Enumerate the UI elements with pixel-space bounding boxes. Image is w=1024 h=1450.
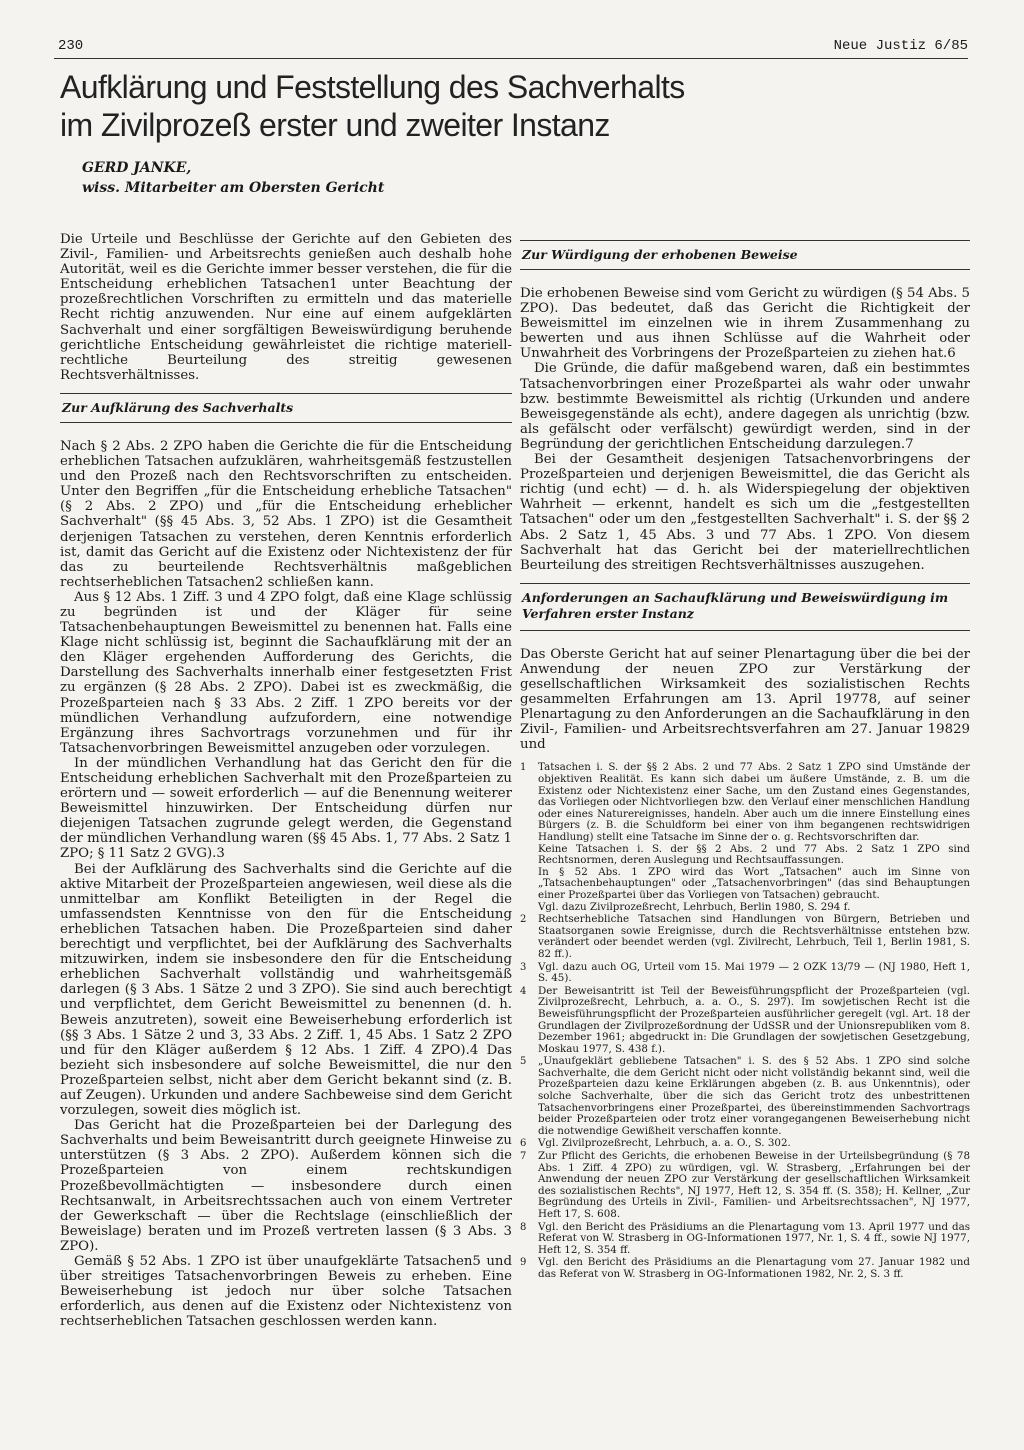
footnote [520, 1151, 970, 1221]
footnote-text: Tatsachen i. S. der §§ 2 Abs. 2 und 77 Abs. 2 Satz 1 ZPO sind Umstände der objektiven Realität. Es kann sich dabei um äußere Umstände, z. B. um die Existenz oder Nichtexistenz einer Sache, um den Zustand eines Gegenstandes, das Vorliegen oder Nichtvorliegen bzw. den Verlauf einer menschlichen Handlung oder eines Naturereignisses, handeln. Aber auch um die innere Einstellung eines Bürgers (z. B. die Schuldform bei einer von ihm begangenen rechtswidrigen Handlung) stellt eine Tatsache im Sinne der o. g. Rechtsvorschriften dar. [538, 761, 970, 843]
footnote-number: 9 [520, 1257, 527, 1269]
section-heading-anforderungen: Anforderungen an Sachaufklärung und Beweiswürdigung im Verfahren erster Instanz [520, 583, 970, 631]
article-title-line-2: im Zivilprozeß erster und zweiter Instanz [60, 107, 610, 143]
running-header [54, 36, 968, 59]
footnote-text: Rechtserhebliche Tatsachen sind Handlungen von Bürgern, Betrieben und Staatsorganen sowie Ereignisse, durch die Rechtsverhältnisse entstehen bzw. verändert oder beendet werden (vgl. Zivilrecht, Lehrbuch, Teil 1, Berlin 1981, S. 82 ff.). [538, 913, 970, 960]
body-paragraph: Aus § 12 Abs. 1 Ziff. 3 und 4 ZPO folgt, daß eine Klage schlüssig zu begründen ist und der Kläger für seine Tatsachenbehauptungen Beweismittel zu benennen hat. Falls eine Klage nicht schlüssig ist, beginnt die Sachaufklärung mit der an den Kläger ergehenden Aufforderung des Gerichts, die Darstellung des Sachverhalts innerhalb einer festgesetzten Frist zu ergänzen (§ 28 Abs. 2 ZPO). Dabei ist es zweckmäßig, die Prozeßparteien nach § 33 Abs. 2 Ziff. 1 ZPO bereits vor der mündlichen Verhandlung aufzufordern, eine notwendige Ergänzung ihres Sachvortrags vorzunehmen und für ihr Tatsachenvorbringen Beweismittel anzugeben oder vorzulegen. [60, 589, 512, 756]
footnote [520, 914, 970, 960]
footnote [520, 986, 970, 1056]
body-paragraph: Das Oberste Gericht hat auf seiner Plenartagung über die bei der Anwendung der neuen ZPO zur Verstärkung der gesellschaftlichen Wirksamkeit des sozialistischen Rechts gesammelten Erfahrungen am 13. April 19778, auf seiner Plenartagung zu den Anforderungen an die Sachaufklärung in den Zivil-, Familien- und Arbeitsrechtsverfahren am 27. Januar 19829 und [520, 646, 970, 753]
footnote-number: 5 [520, 1056, 527, 1068]
footnote-number: 7 [520, 1151, 527, 1163]
intro-block [60, 232, 512, 383]
body-paragraph: Bei der Gesamtheit desjenigen Tatsachenvorbringens der Prozeßparteien und derjenigen Beweismittel, die das Gericht als richtig (und echt) — d. h. als Widerspiegelung der objektiven Wahrheit — erkennt, handelt es sich um die „festgestellten Tatsachen" oder um den „festgestellten Sachverhalt" i. S. der §§ 2 Abs. 2 Satz 1, 45 Abs. 3 und 77 Abs. 1 ZPO. Von diesem Sachverhalt hat das Gericht bei der materiellrechtlichen Beurteilung des streitigen Rechtsverhältnisses auszugehen. [520, 452, 970, 573]
body-paragraph: Bei der Aufklärung des Sachverhalts sind die Gerichte auf die aktive Mitarbeit der Prozeßparteien angewiesen, weil diese als die unmittelbar am Konflikt Beteiligten in der Regel die umfassendsten Kenntnisse von den für die Entscheidung erheblichen Tatsachen haben. Die Prozeßparteien sind daher berechtigt und verpflichtet, bei der Aufklärung des Sachverhalts mitzuwirken, indem sie insbesondere den für die Entscheidung erheblichen Sachverhalt vollständig und wahrheitsgemäß darlegen (§ 3 Abs. 1 Sätze 2 und 3 ZPO). Sie sind auch berechtigt und verpflichtet, dem Gericht Beweismittel zu benennen (d. h. Beweis anzutreten), soweit eine Beweiserhebung erforderlich ist (§§ 3 Abs. 1 Sätze 2 und 3, 33 Abs. 2 Ziff. 1, 45 Abs. 1 Satz 2 ZPO und für den Kläger außerdem § 12 Abs. 1 Ziff. 4 ZPO).4 Das bezieht sich insbesondere auf solche Beweismittel, die nur den Prozeßparteien selbst, nicht aber dem Gericht bekannt sind (z. B. auf Zeugen). Urkunden und andere Sachbeweise sind dem Gericht vorzulegen, soweit dies möglich ist. [60, 861, 512, 1119]
footnotes [520, 762, 970, 1280]
footnote [520, 1257, 970, 1280]
footnote [520, 962, 970, 985]
body-paragraph: Nach § 2 Abs. 2 ZPO haben die Gerichte die für die Entscheidung erheblichen Tatsachen aufzuklären, wahrheitsgemäß festzustellen und den Prozeß nach den Rechtsvorschriften zu entscheiden. Unter den Begriffen „für die Entscheidung erhebliche Tatsachen" (§ 2 Abs. 2 ZPO) und „für die Entscheidung erheblicher Sachverhalt" (§§ 45 Abs. 3, 52 Abs. 1 ZPO) ist die Gesamtheit derjenigen Tatsachen zu verstehen, deren Kenntnis erforderlich ist, damit das Gericht auf die Existenz oder Nichtexistenz der für das zu beurteilende Rechtsverhältnis maßgeblichen rechtserheblichen Tatsachen2 schließen kann. [60, 438, 512, 590]
footnote [520, 1138, 970, 1150]
footnote [520, 1056, 970, 1137]
footnote-number: 1 [520, 762, 527, 774]
footnote-text: Vgl. dazu Zivilprozeßrecht, Lehrbuch, Berlin 1980, S. 294 f. [538, 900, 851, 913]
footnote [520, 1222, 970, 1257]
body-paragraph: Die erhobenen Beweise sind vom Gericht zu würdigen (§ 54 Abs. 5 ZPO). Das bedeutet, daß das Gericht die Richtigkeit der Beweismittel im einzelnen wie in ihrem Zusammenhang zu bewerten und aus ihnen Schlüsse auf die Wahrheit oder Unwahrheit des Vorbringens der Prozeßparteien zu ziehen hat.6 [520, 286, 970, 362]
footnote-number: 8 [520, 1221, 527, 1233]
section-heading-aufklaerung: Zur Aufklärung des Sachverhalts [60, 393, 512, 423]
section-heading-wuerdigung: Zur Würdigung der erhobenen Beweise [520, 240, 970, 270]
footnote-text: Vgl. dazu auch OG, Urteil vom 15. Mai 1979 — 2 OZK 13/79 — (NJ 1980, Heft 1, S. 45). [538, 960, 970, 985]
author-role: wiss. Mitarbeiter am Obersten Gericht [82, 180, 385, 196]
author-block [82, 158, 384, 198]
article-title [60, 68, 780, 144]
left-column [60, 232, 512, 1329]
footnote-text: Keine Tatsachen i. S. der §§ 2 Abs. 2 und 77 Abs. 2 Satz 1 ZPO sind Rechtsnormen, deren Auslegung und Rechtsauffassungen. [538, 842, 970, 867]
footnote-text: „Unaufgeklärt gebliebene Tatsachen" i. S. des § 52 Abs. 1 ZPO sind solche Sachverhalte, die dem Gericht nicht oder nicht vollständig bekannt sind, weil die Prozeßparteien dazu keine Erklärungen abgeben (z. B. aus Unkenntnis), oder solche Sachverhalte, über die sich das Gericht trotz des unbestrittenen Tatsachenvorbringens einer Prozeßpartei, des übereinstimmenden Sachvortrags beider Prozeßparteien oder trotz einer vorangegangenen Beweiserhebung nicht die notwendige Gewißheit verschaffen konnte. [538, 1055, 970, 1137]
body-paragraph: In der mündlichen Verhandlung hat das Gericht den für die Entscheidung erheblichen Sachverhalt mit den Prozeßparteien zu erörtern und — soweit erforderlich — auf die Benennung weiterer Beweismittel hinzuwirken. Der Entscheidung dürfen nur diejenigen Tatsachen zugrunde gelegt werden, die Gegenstand der mündlichen Verhandlung waren (§§ 45 Abs. 1, 77 Abs. 2 Satz 1 ZPO; § 11 Satz 2 GVG).3 [60, 755, 512, 862]
footnote-number: 6 [520, 1138, 527, 1150]
article-title-line-1: Aufklärung und Feststellung des Sachverhalts [60, 69, 685, 105]
footnote-number: 4 [520, 985, 527, 997]
right-column [520, 240, 970, 1282]
body-paragraph: Gemäß § 52 Abs. 1 ZPO ist über unaufgeklärte Tatsachen5 und über streitiges Tatsachenvorbringen Beweis zu erheben. Eine Beweiserhebung ist jedoch nur über solche Tatsachen erforderlich, aus denen auf die Existenz oder Nichtexistenz von rechtserheblichen Tatsachen geschlossen werden kann. [60, 1254, 512, 1330]
author-name: GERD JANKE, [82, 160, 192, 176]
footnote-number: 3 [520, 961, 527, 973]
footnote-text: Vgl. Zivilprozeßrecht, Lehrbuch, a. a. O., S. 302. [538, 1137, 791, 1150]
body-paragraph: Die Gründe, die dafür maßgebend waren, daß ein bestimmtes Tatsachenvorbringen einer Prozeßpartei als wahr oder unwahr bzw. bestimmte Beweismittel als richtig (Urkunden und andere Beweisgegenstände als echt), andere dagegen als unrichtig (bzw. als gefälscht oder verfälscht) gewürdigt werden, sind in der Begründung der gerichtlichen Entscheidung darzulegen.7 [520, 361, 970, 452]
footnote-text: Vgl. den Bericht des Präsidiums an die Plenartagung vom 13. April 1977 und das Referat von W. Strasberg in OG-Informationen 1977, Nr. 1, S. 4 ff., sowie NJ 1977, Heft 12, S. 354 ff. [538, 1220, 970, 1256]
footnote-number: 2 [520, 914, 527, 926]
journal-issue: Neue Justiz 6/85 [833, 38, 968, 54]
footnote-text: In § 52 Abs. 1 ZPO wird das Wort „Tatsachen" auch im Sinne von „Tatsachenbehauptungen" oder „Tatsachenvorbringen" (das sind Behauptungen einer Prozeßpartei über das Vorliegen von Tatsachen) gebraucht. [538, 865, 970, 901]
footnote-text: Der Beweisantritt ist Teil der Beweisführungspflicht der Prozeßparteien (vgl. Zivilprozeßrecht, Lehrbuch, a. a. O., S. 297). Im sowjetischen Recht ist die Beweisführungspflicht der Prozeßparteien ausführlicher geregelt (vgl. Art. 18 der Grundlagen der Zivilprozeßordnung der UdSSR und der Unionsrepubliken vom 8. Dezember 1961; abgedruckt in: Die Grundlagen der sowjetischen Gesetzgebung, Moskau 1977, S. 438 f.). [538, 984, 970, 1055]
body-paragraph: Das Gericht hat die Prozeßparteien bei der Darlegung des Sachverhalts und beim Beweisantritt durch geeignete Hinweise zu unterstützen (§ 3 Abs. 2 ZPO). Außerdem können sich die Prozeßparteien von einem rechtskundigen Prozeßbevollmächtigten — insbesondere durch einen Rechtsanwalt, in Arbeitsrechtssachen auch von einem Vertreter der Gewerkschaft — über die Rechtslage (einschließlich der Beweislage) beraten und im Prozeß vertreten lassen (§ 3 Abs. 3 ZPO). [60, 1118, 512, 1254]
footnote-text: Vgl. den Bericht des Präsidiums an die Plenartagung vom 27. Januar 1982 und das Referat von W. Strasberg in OG-Informationen 1982, Nr. 2, S. 3 ff. [538, 1256, 970, 1280]
intro-paragraph: Die Urteile und Beschlüsse der Gerichte auf den Gebieten des Zivil-, Familien- und Arbeitsrechts genießen auch deshalb hohe Autorität, weil es die Gerichte immer besser verstehen, die für die Entscheidung erheblichen Tatsachen1 unter Beachtung der prozeßrechtlichen Vorschriften zu ermitteln und das materielle Recht richtig anzuwenden. Nur eine auf einem aufgeklärten Sachverhalt und einer sorgfältigen Beweiswürdigung beruhende gerichtliche Entscheidung gewährleistet die richtige materiell-rechtliche Beurteilung des streitig gewesenen Rechtsverhältnisses. [60, 232, 512, 383]
footnote [520, 762, 970, 913]
footnote-text: Zur Pflicht des Gerichts, die erhobenen Beweise in der Urteilsbegründung (§ 78 Abs. 1 Ziff. 4 ZPO) zu würdigen, vgl. W. Strasberg, „Erfahrungen bei der Anwendung der neuen ZPO zur Verstärkung der gesellschaftlichen Wirksamkeit des sozialistischen Rechts", NJ 1977, Heft 12, S. 354 ff. (S. 358); H. Kellner, „Zur Begründung des Urteils in Zivil-, Familien- und Arbeitsrechtssachen", NJ 1977, Heft 17, S. 608. [538, 1150, 970, 1220]
page-number: 230 [58, 38, 84, 54]
